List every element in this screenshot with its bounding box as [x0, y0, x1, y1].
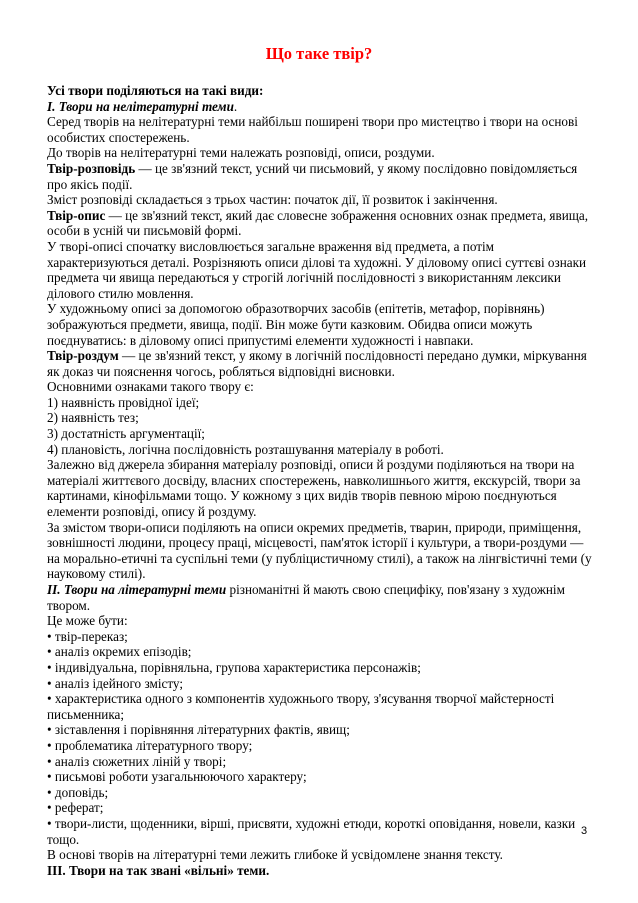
paragraph: Зміст розповіді складається з трьох частин: початок дії, її розвиток і закінчення. — [47, 192, 498, 208]
list-item: • твори-листи, щоденники, вірші, присвяти, художні етюди, короткі оповідання, новели, казки тощо. — [47, 815, 576, 847]
list-item: • твір-переказ; — [47, 628, 128, 644]
list-item: • аналіз окремих епізодів; — [47, 644, 192, 660]
document-body — [47, 83, 597, 878]
paragraph: У творі-описі спочатку висловлюється загальне враження від предмета, а потім характеризуються деталі. Розрізняють описи ділові та художні. У діловому описі суттєві ознаки предмета чи явища передаються у строгій логічній послідовності з використанням лексики ділового стилю мовлення. — [47, 238, 587, 301]
section3-title: ІІІ. Твори на так звані «вільні» теми. — [47, 862, 270, 878]
paragraph: В основі творів на літературні теми лежить глибоке й усвідомлене знання тексту. — [47, 847, 503, 863]
term-rozpovid: Твір-розповідь — [47, 160, 136, 176]
paragraph: Залежно від джерела збирання матеріалу розповіді, описи й роздуми поділяються на твори на матеріалі життєвого досвіду, власних спостережень, навколишнього життя, екскурсій, твори за картинами, кінофільмами тощо. У кожному з цих видів творів певною мірою поєднуються елементи розповіді, опису й роздуму. — [47, 457, 581, 520]
list-item: 4) плановість, логічна послідовність розташування матеріалу в роботі. — [47, 441, 444, 457]
term-opys: Твір-опис — [47, 207, 106, 223]
list-item: 1) наявність провідної ідеї; — [47, 394, 200, 410]
intro-heading: Усі твори поділяються на такі види: — [47, 83, 264, 98]
section2-title: ІІ. Твори на літературні теми — [47, 582, 227, 597]
list-item: • аналіз сюжетних ліній у творі; — [47, 753, 227, 769]
term-rozdum: Твір-роздум — [47, 348, 119, 364]
paragraph: До творів на нелітературні теми належать розповіді, описи, роздуми. — [47, 145, 435, 161]
paragraph: Це може бути: — [47, 613, 128, 629]
paragraph: У художньому описі за допомогою образотворчих засобів (епітетів, метафор, порівнянь) зображуються предмети, явища, події. Він може бути казковим. Обидва описи можуть поєднуватись: в діловому описі припустимі елементи художності і навпаки. — [47, 301, 545, 348]
list-item: • аналіз ідейного змісту; — [47, 675, 184, 691]
list-item: • індивідуальна, порівняльна, групова характеристика персонажів; — [47, 659, 421, 675]
page-number: 3 — [581, 825, 588, 837]
definition-rozpovid: Твір-розповідь — це зв'язний текст, усний чи письмовий, у якому послідовно повідомляється про якісь події. — [47, 160, 578, 192]
paragraph: Серед творів на нелітературні теми найбільш поширені твори про мистецтво і твори на основі особистих спостережень. — [47, 114, 578, 145]
paragraph: Основними ознаками такого твору є: — [47, 379, 254, 395]
list-item: • зіставлення і порівняння літературних фактів, явищ; — [47, 722, 350, 738]
list-item: 2) наявність тез; — [47, 410, 139, 426]
section2-intro: ІІ. Твори на літературні теми різноманітні й мають свою специфіку, пов'язану з художнім твором. — [47, 582, 565, 613]
list-item: • письмові роботи узагальнюючого характеру; — [47, 769, 307, 785]
list-item: • проблематика літературного твору; — [47, 737, 253, 753]
paragraph: За змістом твори-описи поділяють на описи окремих предметів, тварин, природи, приміщення, зовнішності людини, процесу праці, місцевості, пам'яток історії і культури, а твори-роздуми — на морально-етичні та суспільні теми (у публіцистичному стилі), а також на лінгвістичні теми (у науковому стилі). — [47, 519, 592, 582]
list-item: • доповідь; — [47, 784, 109, 800]
list-item: • реферат; — [47, 800, 104, 816]
section1-title: І. Твори на нелітературні теми. — [47, 98, 238, 114]
page-title: Що таке твір? — [265, 44, 373, 63]
definition-opys: Твір-опис — це зв'язний текст, який дає словесне зображення основних ознак предмета, явища, особи в усній чи письмовій формі. — [47, 207, 589, 239]
definition-rozdum: Твір-роздум — це зв'язний текст, у якому в логічній послідовності передано думки, міркування як доказ чи пояснення чогось, робляться відповідні висновки. — [47, 348, 587, 379]
list-item: • характеристика одного з компонентів художнього твору, з'ясування творчої майстерності письменника; — [47, 691, 555, 722]
list-item: 3) достатність аргументації; — [47, 426, 205, 442]
